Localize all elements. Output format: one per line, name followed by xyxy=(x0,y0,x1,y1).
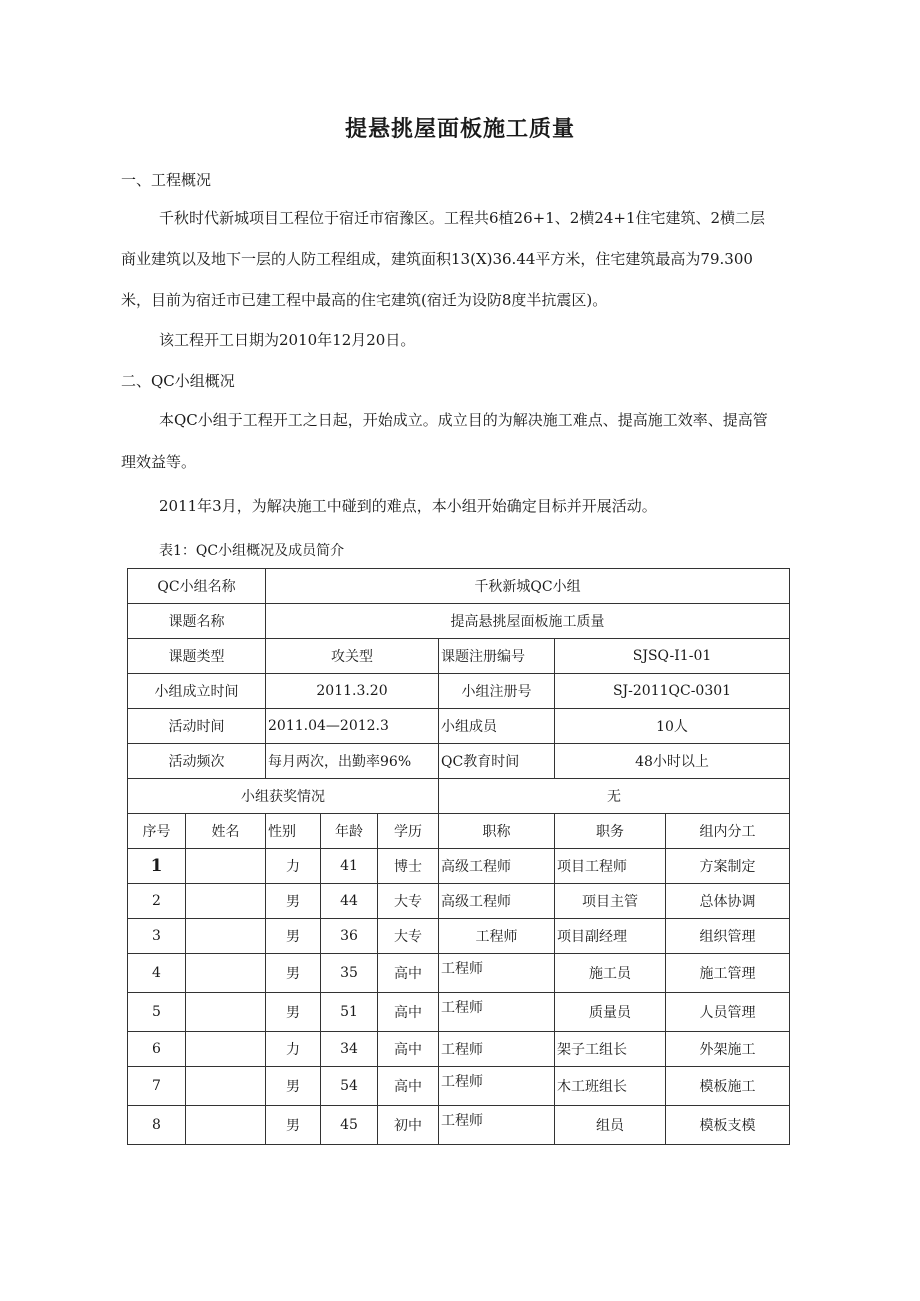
topic-label: 课题名称 xyxy=(128,604,266,639)
section-heading-qc-group: 二、QC小组概况 xyxy=(121,372,235,390)
column-header: 学历 xyxy=(378,814,439,849)
member-no: 6 xyxy=(128,1032,186,1067)
table-row xyxy=(128,604,790,639)
member-title: 高级工程师 xyxy=(439,849,555,884)
member-education: 博士 xyxy=(378,849,439,884)
member-post: 木工班组长 xyxy=(555,1067,666,1106)
table-row xyxy=(128,1032,790,1067)
group-name-value: 千秋新城QC小组 xyxy=(266,569,790,604)
topic-reg-label: 课题注册编号 xyxy=(439,639,555,674)
topic-reg-value: SJSQ-I1-01 xyxy=(555,639,790,674)
member-education: 高中 xyxy=(378,1067,439,1106)
qc-activity-text: 2011年3月，为解决施工中碰到的难点，本小组开始确定目标并开展活动。 xyxy=(159,497,657,515)
members-label: 小组成员 xyxy=(439,709,555,744)
member-gender: 男 xyxy=(266,1067,321,1106)
frequency-label: 活动频次 xyxy=(128,744,266,779)
member-name xyxy=(186,1106,266,1145)
column-header: 职务 xyxy=(555,814,666,849)
table-header-row xyxy=(128,814,790,849)
qc-group-table xyxy=(127,568,790,1145)
table-row xyxy=(128,639,790,674)
member-education: 高中 xyxy=(378,993,439,1032)
member-role: 模板支模 xyxy=(666,1106,790,1145)
activity-time-value: 2011.04—2012.3 xyxy=(266,709,439,744)
member-education: 高中 xyxy=(378,954,439,993)
member-age: 35 xyxy=(321,954,378,993)
member-post: 项目工程师 xyxy=(555,849,666,884)
member-name xyxy=(186,993,266,1032)
column-header: 年龄 xyxy=(321,814,378,849)
member-education: 高中 xyxy=(378,1032,439,1067)
column-header: 姓名 xyxy=(186,814,266,849)
table-row xyxy=(128,884,790,919)
topic-type-label: 课题类型 xyxy=(128,639,266,674)
member-post: 架子工组长 xyxy=(555,1032,666,1067)
member-name xyxy=(186,849,266,884)
table-row xyxy=(128,744,790,779)
member-post: 项目副经理 xyxy=(555,919,666,954)
group-name-label: QC小组名称 xyxy=(128,569,266,604)
member-role: 施工管理 xyxy=(666,954,790,993)
table-row xyxy=(128,569,790,604)
member-no: 3 xyxy=(128,919,186,954)
member-no: 8 xyxy=(128,1106,186,1145)
member-name xyxy=(186,1067,266,1106)
qc-text-line: 本QC小组于工程开工之日起，开始成立。成立目的为解决施工难点、提高施工效率、提高管 xyxy=(159,411,768,429)
member-education: 大专 xyxy=(378,884,439,919)
member-gender: 男 xyxy=(266,1106,321,1145)
group-reg-label: 小组注册号 xyxy=(439,674,555,709)
member-title: 工程师 xyxy=(439,919,555,954)
member-title: 工程师 xyxy=(439,1106,555,1145)
page-title: 提悬挑屋面板施工质量 xyxy=(344,117,575,142)
member-age: 41 xyxy=(321,849,378,884)
overview-text-line: 商业建筑以及地下一层的人防工程组成，建筑面积13(X)36.44平方米，住宅建筑最高为79.300 xyxy=(121,250,753,268)
member-title: 高级工程师 xyxy=(439,884,555,919)
overview-text-line: 米，目前为宿迁市已建工程中最高的住宅建筑(宿迁为设防8度半抗震区)。 xyxy=(121,291,608,309)
overview-text-line: 千秋时代新城项目工程位于宿迁市宿豫区。工程共6植26+1、2横24+1住宅建筑、2横二层 xyxy=(159,209,766,227)
member-title: 工程师 xyxy=(439,1067,555,1106)
member-role: 总体协调 xyxy=(666,884,790,919)
table-row xyxy=(128,674,790,709)
activity-time-label: 活动时间 xyxy=(128,709,266,744)
topic-value: 提高悬挑屋面板施工质量 xyxy=(266,604,790,639)
member-title: 工程师 xyxy=(439,993,555,1032)
education-label: QC教育时间 xyxy=(439,744,555,779)
founded-label: 小组成立时间 xyxy=(128,674,266,709)
table-row xyxy=(128,1067,790,1106)
member-gender: 男 xyxy=(266,919,321,954)
member-age: 34 xyxy=(321,1032,378,1067)
awards-label: 小组获奖情况 xyxy=(128,779,439,814)
member-no: 4 xyxy=(128,954,186,993)
column-header: 组内分工 xyxy=(666,814,790,849)
member-age: 44 xyxy=(321,884,378,919)
section-heading-overview: 一、工程概况 xyxy=(121,171,212,189)
member-gender: 力 xyxy=(266,849,321,884)
awards-value: 无 xyxy=(439,779,790,814)
member-name xyxy=(186,919,266,954)
member-age: 36 xyxy=(321,919,378,954)
member-name xyxy=(186,954,266,993)
founded-value: 2011.3.20 xyxy=(266,674,439,709)
member-role: 方案制定 xyxy=(666,849,790,884)
member-name xyxy=(186,1032,266,1067)
member-post: 项目主管 xyxy=(555,884,666,919)
member-role: 人员管理 xyxy=(666,993,790,1032)
column-header: 性别 xyxy=(266,814,321,849)
education-value: 48小时以上 xyxy=(555,744,790,779)
frequency-value: 每月两次，出勤率96% xyxy=(266,744,439,779)
member-age: 45 xyxy=(321,1106,378,1145)
qc-text-line: 理效益等。 xyxy=(121,453,197,471)
member-role: 组织管理 xyxy=(666,919,790,954)
column-header: 职称 xyxy=(439,814,555,849)
table-row xyxy=(128,779,790,814)
member-post: 施工员 xyxy=(555,954,666,993)
table-row xyxy=(128,1106,790,1145)
member-no: 1 xyxy=(128,849,186,884)
member-gender: 力 xyxy=(266,1032,321,1067)
member-gender: 男 xyxy=(266,993,321,1032)
member-post: 组员 xyxy=(555,1106,666,1145)
table-row xyxy=(128,849,790,884)
member-age: 51 xyxy=(321,993,378,1032)
member-name xyxy=(186,884,266,919)
column-header: 序号 xyxy=(128,814,186,849)
member-education: 大专 xyxy=(378,919,439,954)
table-row xyxy=(128,993,790,1032)
member-gender: 男 xyxy=(266,954,321,993)
table-row xyxy=(128,919,790,954)
table-row xyxy=(128,709,790,744)
member-title: 工程师 xyxy=(439,1032,555,1067)
member-title: 工程师 xyxy=(439,954,555,993)
member-no: 5 xyxy=(128,993,186,1032)
start-date-text: 该工程开工日期为2010年12月20日。 xyxy=(159,331,416,349)
member-role: 模板施工 xyxy=(666,1067,790,1106)
member-gender: 男 xyxy=(266,884,321,919)
table-caption: 表1：QC小组概况及成员简介 xyxy=(159,543,345,559)
member-age: 54 xyxy=(321,1067,378,1106)
member-post: 质量员 xyxy=(555,993,666,1032)
member-no: 7 xyxy=(128,1067,186,1106)
member-role: 外架施工 xyxy=(666,1032,790,1067)
topic-type-value: 攻关型 xyxy=(266,639,439,674)
table-row xyxy=(128,954,790,993)
member-education: 初中 xyxy=(378,1106,439,1145)
member-no: 2 xyxy=(128,884,186,919)
members-value: 10人 xyxy=(555,709,790,744)
group-reg-value: SJ-2011QC-0301 xyxy=(555,674,790,709)
